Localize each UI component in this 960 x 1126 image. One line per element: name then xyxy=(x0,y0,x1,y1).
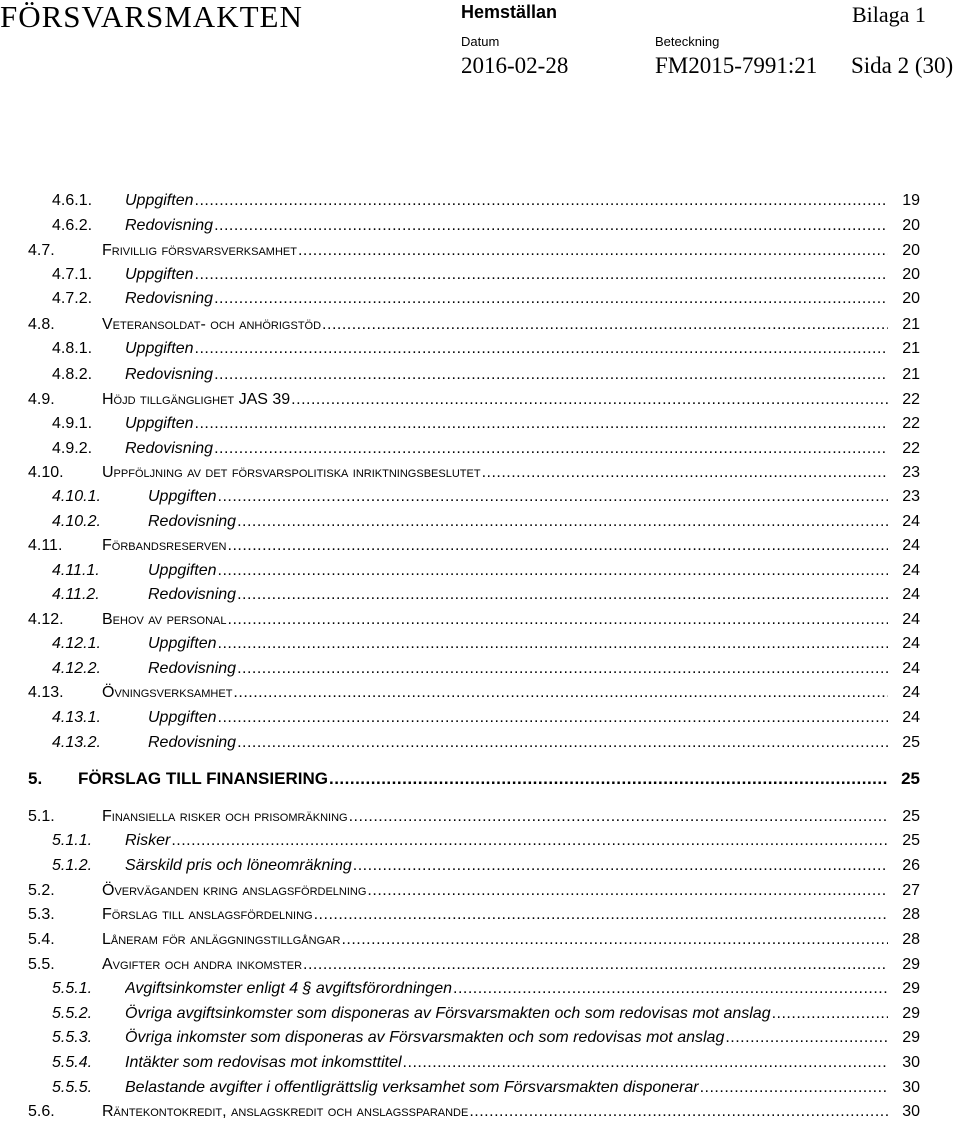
toc-entry[interactable] xyxy=(0,584,960,606)
dot-leader xyxy=(237,584,888,606)
dot-leader xyxy=(214,215,888,237)
toc-entry-number: 4.9.2. xyxy=(52,440,93,457)
toc-entry-number: 4.12. xyxy=(28,611,64,628)
toc-entry-title-line xyxy=(125,438,888,460)
toc-entry-number: 5. xyxy=(28,769,43,788)
toc-entry[interactable] xyxy=(0,264,960,286)
toc-entry-title-line xyxy=(125,364,888,386)
toc-entry-title: Risker xyxy=(125,832,171,849)
toc-entry-title: Redovisning xyxy=(148,513,237,530)
toc-entry[interactable] xyxy=(0,658,960,680)
toc-entry-page: 23 xyxy=(902,464,920,481)
toc-entry-title-line xyxy=(148,633,888,655)
logo: FÖRSVARSMAKTEN xyxy=(0,0,303,34)
toc-entry-number: 4.7. xyxy=(28,242,55,259)
toc-entry-page: 21 xyxy=(902,340,920,357)
toc-entry[interactable] xyxy=(0,462,960,484)
toc-entry-page: 24 xyxy=(902,611,920,628)
toc-entry-number: 5.6. xyxy=(28,1103,55,1120)
dot-leader xyxy=(218,486,889,508)
dot-leader xyxy=(214,438,888,460)
date-value: 2016-02-28 xyxy=(461,53,569,78)
dot-leader xyxy=(291,389,888,411)
toc-entry-number: 4.8. xyxy=(28,316,55,333)
toc-entry-page: 29 xyxy=(902,1005,920,1022)
dot-leader xyxy=(469,1101,888,1123)
toc-entry-title-line xyxy=(148,707,888,729)
dot-leader xyxy=(349,806,888,828)
toc-entry-title-line xyxy=(125,1077,888,1099)
toc-entry-page: 29 xyxy=(902,956,920,973)
toc-entry-number: 4.6.2. xyxy=(52,217,93,234)
toc-entry-title: Avgifter och andra inkomster xyxy=(102,956,303,973)
dot-leader xyxy=(214,364,888,386)
toc-entry-number: 5.5.3. xyxy=(52,1029,93,1046)
toc-entry-number: 4.11. xyxy=(28,537,63,554)
toc-entry-title-line xyxy=(125,830,888,852)
dot-leader xyxy=(298,240,888,262)
toc-entry[interactable] xyxy=(0,954,960,976)
toc-entry-page: 24 xyxy=(902,537,920,554)
toc-entry[interactable] xyxy=(0,1077,960,1099)
toc-entry-number: 5.1.2. xyxy=(52,857,93,874)
toc-entry-title: Veteransoldat- och anhörigstöd xyxy=(102,316,322,333)
toc-entry-page: 30 xyxy=(902,1103,920,1120)
toc-entry[interactable] xyxy=(0,413,960,435)
toc-entry-title-line xyxy=(125,1027,888,1049)
toc-entry-page: 30 xyxy=(902,1054,920,1071)
toc-entry-title: Frivillig försvarsverksamhet xyxy=(102,242,297,259)
toc-entry-page: 25 xyxy=(901,769,920,788)
dot-leader xyxy=(195,190,889,212)
toc-entry-title: Redovisning xyxy=(125,366,214,383)
toc-entry-page: 24 xyxy=(902,709,920,726)
toc-entry-title-line xyxy=(102,609,888,631)
toc-entry-title: Redovisning xyxy=(148,586,237,603)
toc-entry[interactable] xyxy=(0,682,960,704)
toc-entry-number: 4.11.2. xyxy=(52,586,100,603)
toc-entry-title: Avgiftsinkomster enligt 4 § avgiftsförordningen xyxy=(125,980,452,997)
dot-leader xyxy=(195,338,889,360)
toc-entry-number: 5.5.4. xyxy=(52,1054,93,1071)
toc-entry[interactable] xyxy=(0,338,960,360)
toc-entry-title-line xyxy=(102,240,888,262)
toc-entry-title-line xyxy=(125,978,888,1000)
toc-entry-number: 4.10.1. xyxy=(52,488,101,505)
toc-entry-page: 28 xyxy=(902,906,920,923)
dot-leader xyxy=(171,830,888,852)
toc-entry[interactable] xyxy=(0,978,960,1000)
toc-entry-title: Finansiella risker och prisomräkning xyxy=(102,808,348,825)
toc-entry-number: 4.12.2. xyxy=(52,660,101,677)
toc-entry-title: Uppgiften xyxy=(148,709,217,726)
toc-entry-page: 24 xyxy=(902,513,920,530)
toc-entry[interactable] xyxy=(0,904,960,926)
toc-entry-title-line xyxy=(102,389,888,411)
toc-entry-title-line xyxy=(102,1101,888,1123)
toc-entry-page: 24 xyxy=(902,684,920,701)
dot-leader xyxy=(772,1003,888,1025)
toc-entry-number: 5.5.5. xyxy=(52,1079,93,1096)
toc-entry-page: 25 xyxy=(902,734,920,751)
toc-entry-page: 29 xyxy=(902,980,920,997)
toc-entry[interactable] xyxy=(0,929,960,951)
toc-entry-title: Förbandsreserven xyxy=(102,537,227,554)
dot-leader xyxy=(218,560,889,582)
toc-entry-title: Intäkter som redovisas mot inkomsttitel xyxy=(125,1054,402,1071)
toc-entry[interactable] xyxy=(0,707,960,729)
toc-entry-title-line xyxy=(148,584,888,606)
toc-entry-title: Uppgiften xyxy=(125,192,194,209)
toc-entry-title: Redovisning xyxy=(125,440,214,457)
toc-entry-title: Förslag till anslagsfördelning xyxy=(102,906,313,923)
dot-leader xyxy=(195,264,889,286)
toc-entry-title-line xyxy=(102,954,888,976)
toc-entry-page: 23 xyxy=(902,488,920,505)
toc-entry-page: 22 xyxy=(902,440,920,457)
toc-entry-title-line xyxy=(148,732,888,754)
toc-entry-title-line xyxy=(125,215,888,237)
toc-entry-title: Redovisning xyxy=(148,660,237,677)
toc-entry-title: Uppgiften xyxy=(125,266,194,283)
toc-entry[interactable] xyxy=(0,560,960,582)
toc-entry-page: 25 xyxy=(902,832,920,849)
dot-leader xyxy=(237,511,888,533)
dot-leader xyxy=(314,904,888,926)
dot-leader xyxy=(237,732,888,754)
toc-entry-title: Övriga inkomster som disponeras av Försvarsmakten och som redovisas mot anslag xyxy=(125,1029,725,1046)
toc-entry-number: 4.8.1. xyxy=(52,340,93,357)
toc-entry-title-line xyxy=(125,288,888,310)
toc-entry-title-line xyxy=(125,1052,888,1074)
toc-entry-title: Behov av personal xyxy=(102,611,227,628)
toc-entry[interactable] xyxy=(0,830,960,852)
toc-entry-page: 20 xyxy=(902,217,920,234)
toc-entry-title: Redovisning xyxy=(125,290,214,307)
toc-entry-title-line xyxy=(102,682,888,704)
toc-entry[interactable] xyxy=(0,1027,960,1049)
toc-entry-title: Särskild pris och löneomräkning xyxy=(125,857,352,874)
toc-entry-number: 5.1.1. xyxy=(52,832,93,849)
toc-entry-page: 22 xyxy=(902,391,920,408)
toc-entry[interactable] xyxy=(0,190,960,212)
toc-entry-page: 21 xyxy=(902,366,920,383)
dot-leader xyxy=(725,1027,888,1049)
toc-entry-page: 19 xyxy=(902,192,920,209)
toc-entry[interactable] xyxy=(0,511,960,533)
document-type: Hemställan xyxy=(461,2,558,22)
toc-entry-page: 24 xyxy=(902,660,920,677)
toc-entry[interactable] xyxy=(0,288,960,310)
dot-leader xyxy=(218,633,889,655)
dot-leader xyxy=(367,880,888,902)
attachment-label: Bilaga 1 xyxy=(852,2,926,27)
toc-entry-number: 4.11.1. xyxy=(52,562,100,579)
dot-leader xyxy=(482,462,888,484)
toc-entry-title: Uppgiften xyxy=(148,488,217,505)
toc-entry-page: 28 xyxy=(902,931,920,948)
toc-entry-number: 4.12.1. xyxy=(52,635,101,652)
toc-entry-title-line xyxy=(102,535,888,557)
dot-leader xyxy=(403,1052,888,1074)
toc-entry-page: 29 xyxy=(902,1029,920,1046)
toc-entry[interactable] xyxy=(0,880,960,902)
toc-entry[interactable] xyxy=(0,806,960,828)
toc-entry[interactable] xyxy=(0,732,960,754)
toc-entry[interactable] xyxy=(0,535,960,557)
toc-entry-title: Låneram för anläggningstillgångar xyxy=(102,931,341,948)
toc-entry[interactable] xyxy=(0,768,960,790)
dot-leader xyxy=(303,954,888,976)
toc-entry[interactable] xyxy=(0,1101,960,1123)
toc-entry-number: 4.13.2. xyxy=(52,734,101,751)
toc-entry-page: 30 xyxy=(902,1079,920,1096)
toc-entry-number: 5.5. xyxy=(28,956,55,973)
toc-entry[interactable] xyxy=(0,1052,960,1074)
toc-entry-page: 25 xyxy=(902,808,920,825)
dot-leader xyxy=(341,929,888,951)
toc-entry-title-line xyxy=(148,658,888,680)
toc-entry-number: 4.8.2. xyxy=(52,366,93,383)
toc-entry-number: 4.13.1. xyxy=(52,709,101,726)
toc-entry-title: Redovisning xyxy=(125,217,214,234)
toc-entry-number: 5.4. xyxy=(28,931,55,948)
dot-leader xyxy=(453,978,888,1000)
toc-entry-page: 20 xyxy=(902,290,920,307)
toc-entry-page: 27 xyxy=(902,882,920,899)
toc-entry-title-line xyxy=(148,486,888,508)
dot-leader xyxy=(700,1077,888,1099)
toc-entry-title: Räntekontokredit, anslagskredit och anslagssparande xyxy=(102,1103,469,1120)
toc-entry[interactable] xyxy=(0,314,960,336)
toc-entry[interactable] xyxy=(0,389,960,411)
toc-entry-title: Överväganden kring anslagsfördelning xyxy=(102,882,367,899)
toc-entry-title-line xyxy=(78,768,888,790)
toc-entry-title: Redovisning xyxy=(148,734,237,751)
toc-entry-number: 5.1. xyxy=(28,808,55,825)
toc-entry-title: Höjd tillgänglighet JAS 39 xyxy=(102,391,291,408)
dot-leader xyxy=(218,707,889,729)
toc-entry-page: 21 xyxy=(902,316,920,333)
toc-entry-title-line xyxy=(125,1003,888,1025)
toc-entry-title: Övningsverksamhet xyxy=(102,684,233,701)
toc-entry[interactable] xyxy=(0,633,960,655)
toc-entry-page: 24 xyxy=(902,586,920,603)
toc-entry-number: 4.9. xyxy=(28,391,55,408)
dot-leader xyxy=(233,682,888,704)
reference-label: Beteckning xyxy=(655,34,720,49)
toc-entry-title-line xyxy=(102,904,888,926)
toc-entry-title-line xyxy=(125,190,888,212)
toc-entry-title-line xyxy=(125,264,888,286)
toc-entry-title-line xyxy=(125,855,888,877)
toc-entry[interactable] xyxy=(0,855,960,877)
toc-entry-number: 5.2. xyxy=(28,882,55,899)
toc-entry-title: Uppföljning av det försvarspolitiska inriktningsbeslutet xyxy=(102,464,481,481)
toc-entry[interactable] xyxy=(0,240,960,262)
toc-entry-page: 22 xyxy=(902,415,920,432)
toc-entry-number: 4.13. xyxy=(28,684,64,701)
toc-entry[interactable] xyxy=(0,364,960,386)
toc-entry-title-line xyxy=(125,338,888,360)
toc-entry-page: 24 xyxy=(902,635,920,652)
toc-entry-title-line xyxy=(125,413,888,435)
toc-entry-title: Uppgiften xyxy=(148,562,217,579)
toc-entry[interactable] xyxy=(0,438,960,460)
dot-leader xyxy=(214,288,888,310)
toc-entry[interactable] xyxy=(0,609,960,631)
dot-leader xyxy=(228,609,888,631)
toc-entry-title-line xyxy=(102,314,888,336)
toc-entry-title-line xyxy=(102,880,888,902)
toc-entry-page: 20 xyxy=(902,242,920,259)
date-label: Datum xyxy=(461,34,500,49)
page-indicator: Sida 2 (30) xyxy=(851,53,954,78)
toc-entry-page: 26 xyxy=(902,857,920,874)
toc-entry-title: Uppgiften xyxy=(125,415,194,432)
toc-entry-title-line xyxy=(148,511,888,533)
toc-entry-title: Uppgiften xyxy=(125,340,194,357)
toc-entry-number: 5.5.1. xyxy=(52,980,93,997)
dot-leader xyxy=(195,413,889,435)
toc-entry-number: 4.7.1. xyxy=(52,266,93,283)
dot-leader xyxy=(228,535,889,557)
dot-leader xyxy=(329,768,888,790)
toc-entry-number: 4.6.1. xyxy=(52,192,93,209)
dot-leader xyxy=(353,855,888,877)
toc-entry-number: 4.9.1. xyxy=(52,415,93,432)
toc-entry-title: FÖRSLAG TILL FINANSIERING xyxy=(78,769,328,788)
toc-entry-title: Uppgiften xyxy=(148,635,217,652)
toc-entry[interactable] xyxy=(0,486,960,508)
toc-entry-number: 4.10.2. xyxy=(52,513,101,530)
dot-leader xyxy=(322,314,888,336)
toc-entry-page: 20 xyxy=(902,266,920,283)
toc-entry-number: 4.10. xyxy=(28,464,64,481)
reference-value: FM2015-7991:21 xyxy=(655,53,818,78)
toc-entry[interactable] xyxy=(0,1003,960,1025)
toc-entry-number: 4.7.2. xyxy=(52,290,93,307)
toc-entry-title-line xyxy=(148,560,888,582)
toc-entry-title-line xyxy=(102,929,888,951)
toc-entry-title-line xyxy=(102,462,888,484)
toc-entry-number: 5.5.2. xyxy=(52,1005,93,1022)
toc-entry-number: 5.3. xyxy=(28,906,55,923)
toc-entry-page: 24 xyxy=(902,562,920,579)
toc-entry-title: Övriga avgiftsinkomster som disponeras av Försvarsmakten och som redovisas mot anslag xyxy=(125,1005,771,1022)
toc-entry-title-line xyxy=(102,806,888,828)
dot-leader xyxy=(237,658,888,680)
toc-entry[interactable] xyxy=(0,215,960,237)
toc-entry-title: Belastande avgifter i offentligrättslig verksamhet som Försvarsmakten disponerar xyxy=(125,1079,699,1096)
